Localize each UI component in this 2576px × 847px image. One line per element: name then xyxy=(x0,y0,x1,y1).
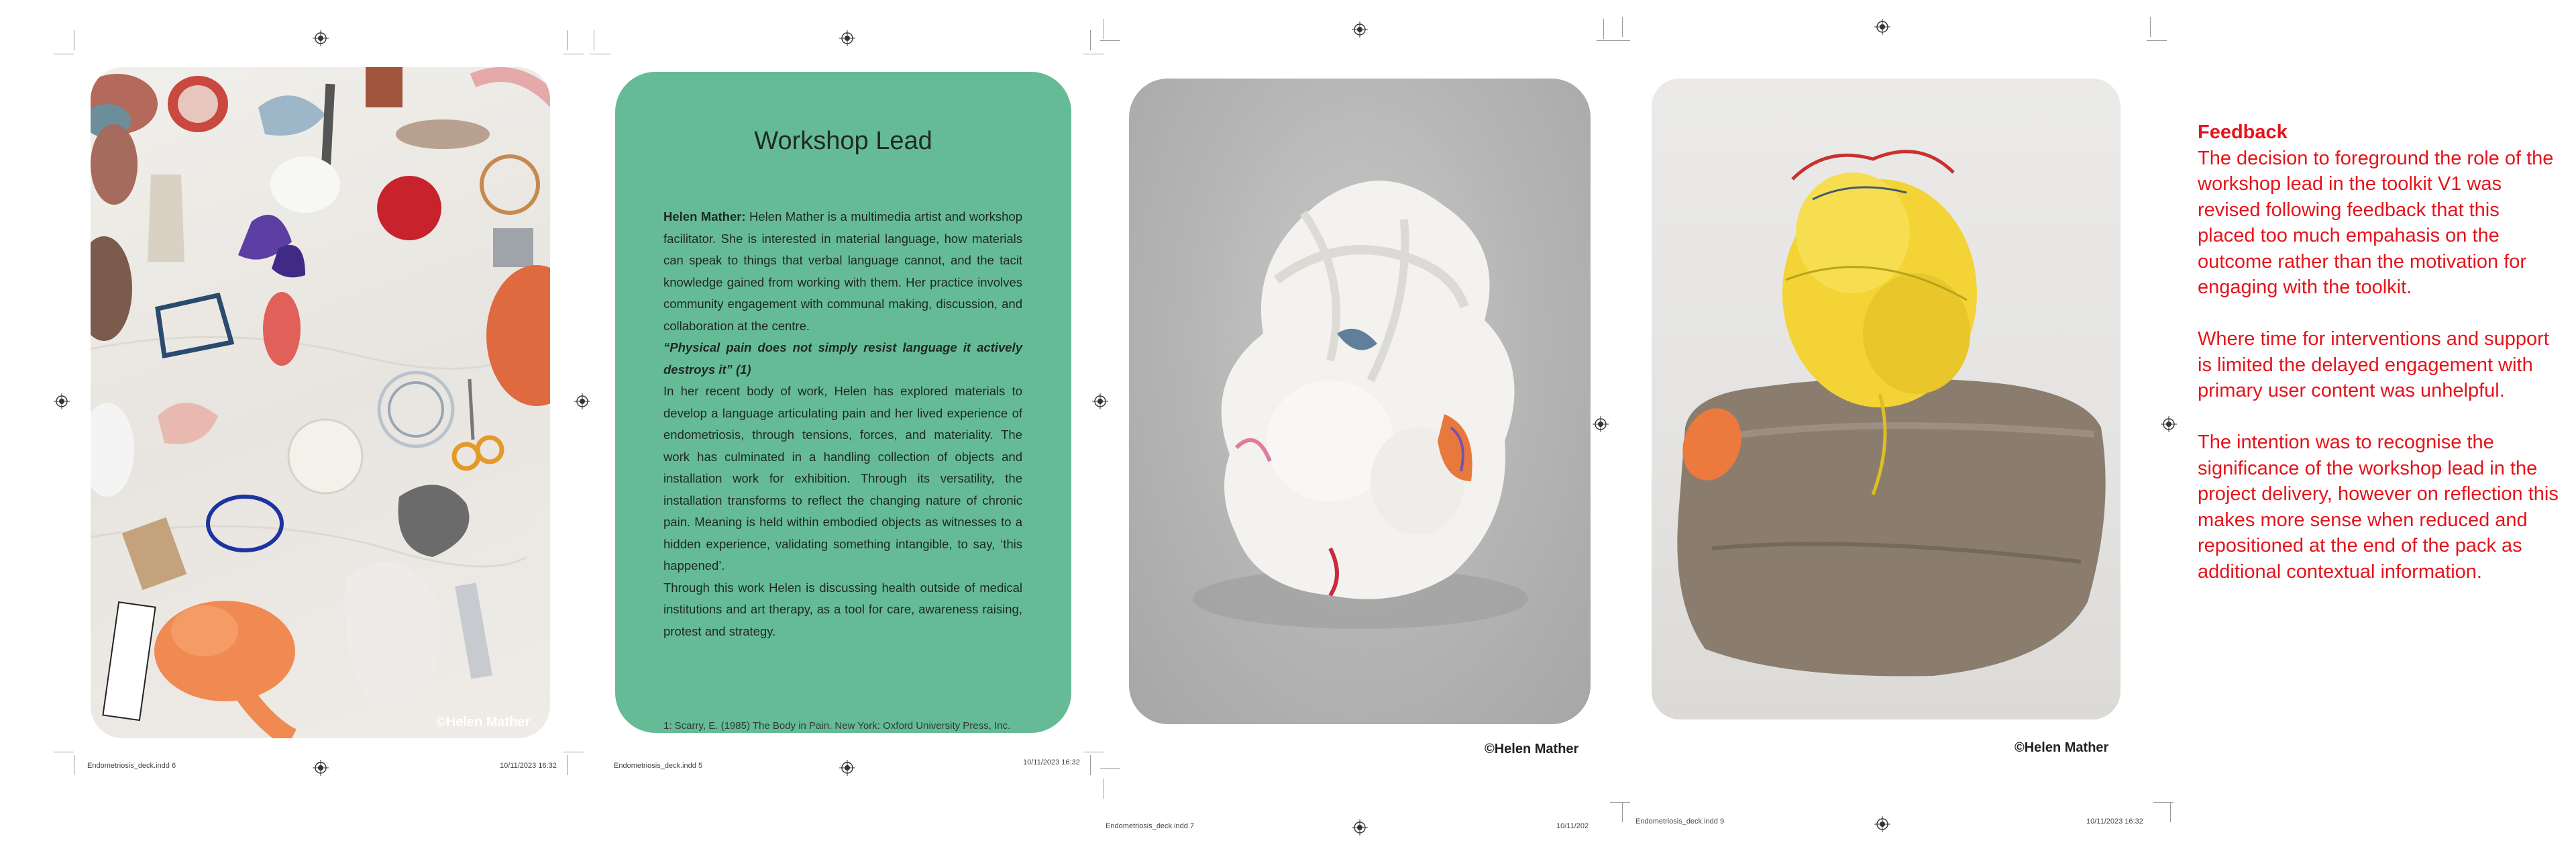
slug-file-page-7: Endometriosis_deck.indd 7 xyxy=(1106,822,1195,830)
feedback-paragraph-1: The decision to foreground the role of the workshop lead in the toolkit V1 was revised following feedback that this placed too much empahasis on the outcome rather than the motivation for engaging with the toolkit. xyxy=(2198,147,2554,298)
bio-paragraph xyxy=(663,206,1022,337)
card-title: Workshop Lead xyxy=(754,127,932,155)
sculpture-photo-credit: ©Helen Mather xyxy=(1485,742,1579,756)
slug-file-page-9: Endometriosis_deck.indd 9 xyxy=(1635,817,1725,826)
bio-name: Helen Mather: xyxy=(663,209,746,223)
feedback-heading: Feedback xyxy=(2198,121,2288,143)
health-paragraph: Through this work Helen is discussing health outside of medical institutions and art therapy, as a tool for care, awareness raising, protest and strategy. xyxy=(663,580,1022,638)
card-body xyxy=(663,206,1022,642)
feedback-paragraph-3: The intention was to recognise the significance of the workshop lead in the project delivery, however on reflection this makes more sense when reduced and repositioned at the end of the pack as additional contextual information. xyxy=(2198,432,2559,583)
materials-photo-card xyxy=(91,67,550,738)
workshop-lead-card xyxy=(615,72,1071,733)
sculpture-photo-card xyxy=(1129,79,1591,724)
white-sculpture-photo xyxy=(1129,79,1591,724)
slug-file-page-5: Endometriosis_deck.indd 5 xyxy=(614,762,703,770)
slug-date-page-9: 10/11/2023 16:32 xyxy=(2086,817,2143,826)
rock-yarn-photo xyxy=(1652,79,2121,719)
rock-photo-credit: ©Helen Mather xyxy=(2015,740,2109,755)
rock-photo-card xyxy=(1652,79,2121,719)
feedback-notes xyxy=(2198,119,2560,585)
reference-note: 1: Scarry, E. (1985) The Body in Pain. New York: Oxford University Press, Inc. xyxy=(663,720,1011,732)
recent-work-paragraph: In her recent body of work, Helen has explored materials to develop a language articulating pain and her lived experience of endometriosis, through tensions, forces, and materiality. The work has culminated in a handling collection of objects and installation work for exhibition. Through its versatility, the installation transforms to reflect the changing nature of chronic pain. Meaning is held within embodied objects as witnesses to a hidden experience, validating something intangible, to say, ‘this happened’. xyxy=(663,384,1022,572)
photo-credit: ©Helen Mather xyxy=(436,715,531,730)
slug-date-page-7: 10/11/202 xyxy=(1556,822,1589,830)
feedback-paragraph-2: Where time for interventions and support is limited the delayed engagement with primary user content was unhelpful. xyxy=(2198,328,2549,401)
slug-date-page-5: 10/11/2023 16:32 xyxy=(1023,758,1080,766)
scarry-quote: “Physical pain does not simply resist language it actively destroys it” (1) xyxy=(663,340,1022,377)
slug-file-page-6: Endometriosis_deck.indd 6 xyxy=(87,762,176,770)
slug-date-page-6: 10/11/2023 16:32 xyxy=(500,762,557,770)
bio-text: Helen Mather is a multimedia artist and workshop facilitator. She is interested in material language, how materials can speak to things that verbal language cannot, and the tacit knowledge gained from working with them. Her practice involves community engagement with communal making, discussion, and collaboration at the centre. xyxy=(663,209,1023,333)
materials-photo xyxy=(91,67,550,738)
